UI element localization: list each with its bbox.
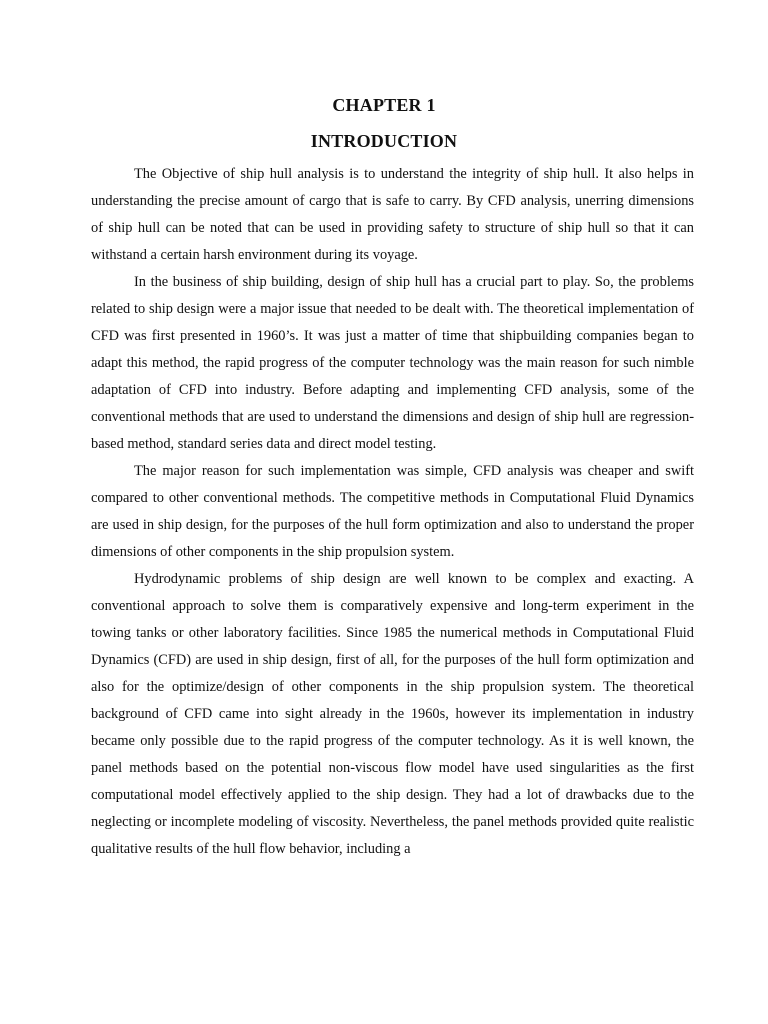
paragraph-objective: The Objective of ship hull analysis is to understand the integrity of ship hull. It also helps in understanding the precise amount of cargo that is safe to carry. By CFD analysis, unerring dimensions of ship hull can be noted that can be used in providing safety to structure of ship hull so that it can withstand a certain harsh environment during its voyage. xyxy=(91,166,694,263)
chapter-title: INTRODUCTION xyxy=(310,131,458,151)
body-text xyxy=(91,161,694,863)
paragraph-hydrodynamic: Hydrodynamic problems of ship design are well known to be complex and exacting. A conventional approach to solve them is comparatively expensive and long-term experiment in the towing tanks or other laboratory facilities. Since 1985 the numerical methods in Computational Fluid Dynamics (CFD) are used in ship design, first of all, for the purposes of the hull form optimization and also for the optimize/design of other components in the ship propulsion system. The theoretical background of CFD came into sight already in the 1960s, however its implementation in industry became only possible due to the rapid progress of the computer technology. As it is well known, the panel methods based on the potential non-viscous flow model have used singularities as the first computational model effectively applied to the ship design. They had a lot of drawbacks due to the neglecting or incomplete modeling of viscosity. Nevertheless, the panel methods provided quite realistic qualitative results of the hull flow behavior, including a xyxy=(91,571,694,857)
paragraph-implementation: The major reason for such implementation was simple, CFD analysis was cheaper and swift compared to other conventional methods. The competitive methods in Computational Fluid Dynamics are used in ship design, for the purposes of the hull form optimization and also to understand the proper dimensions of other components in the ship propulsion system. xyxy=(91,463,694,560)
chapter-heading: CHAPTER 1 xyxy=(332,95,436,115)
paragraph-ship-building: In the business of ship building, design of ship hull has a crucial part to play. So, the problems related to ship design were a major issue that needed to be dealt with. The theoretical implementation of CFD was first presented in 1960’s. It was just a matter of time that shipbuilding companies began to adapt this method, the rapid progress of the computer technology was the main reason for such nimble adaptation of CFD into industry. Before adapting and implementing CFD analysis, some of the conventional methods that are used to understand the dimensions and design of ship hull are regression-based method, standard series data and direct model testing. xyxy=(91,274,694,452)
